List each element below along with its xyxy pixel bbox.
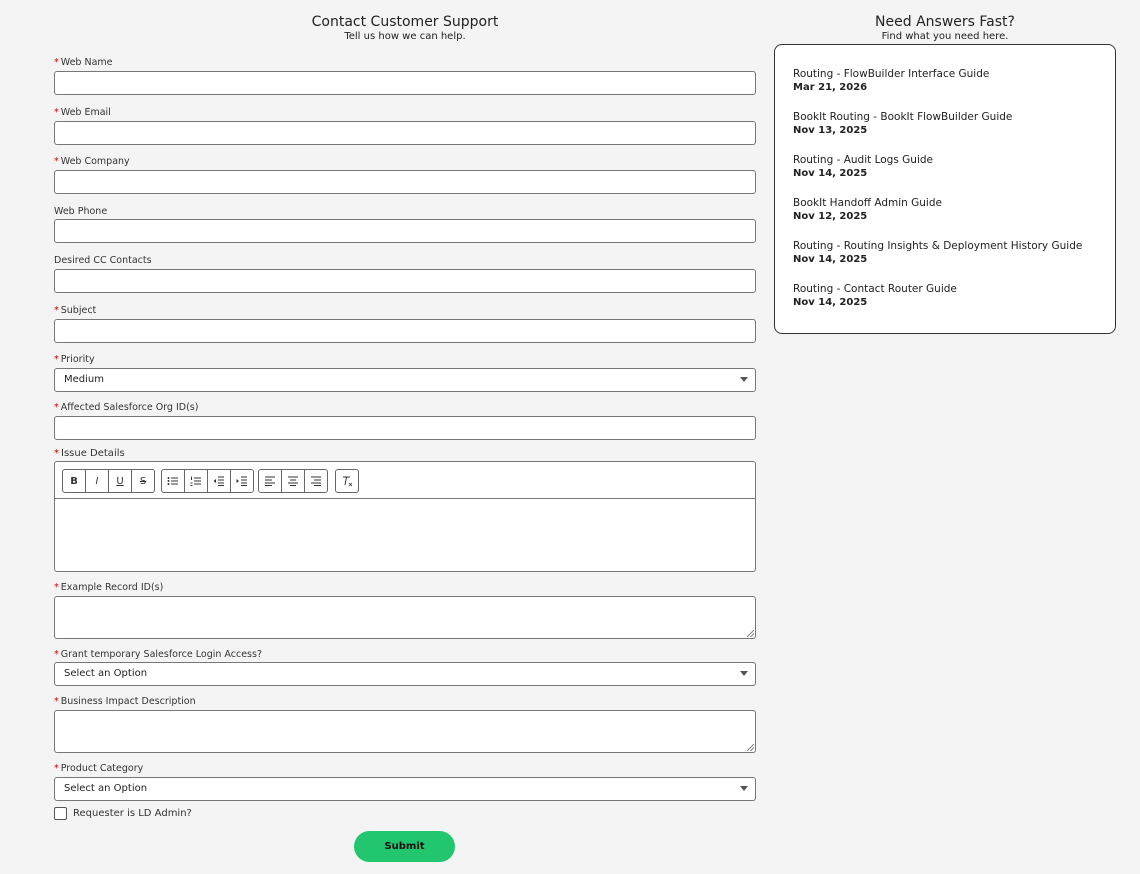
- resize-handle-icon[interactable]: [747, 630, 754, 637]
- strikethrough-button[interactable]: S: [139, 475, 147, 487]
- example-ids-textarea[interactable]: [54, 596, 756, 639]
- submit-button[interactable]: Submit: [354, 831, 455, 862]
- login-access-label: * Grant temporary Salesforce Login Access?: [54, 649, 262, 660]
- sidebar-subtitle: Find what you need here.: [881, 31, 1009, 42]
- subject-input[interactable]: [54, 319, 756, 343]
- business-impact-textarea[interactable]: [54, 710, 756, 753]
- outdent-button[interactable]: [208, 470, 231, 492]
- article-title[interactable]: BookIt Routing - BookIt FlowBuilder Guide: [793, 111, 1013, 123]
- article-date: Mar 21, 2026: [793, 82, 868, 93]
- article-title[interactable]: Routing - Audit Logs Guide: [793, 154, 933, 166]
- align-right-icon: [310, 476, 322, 486]
- issue-details-editor: [54, 461, 756, 572]
- article-item[interactable]: [793, 283, 957, 308]
- required-mark: *: [54, 582, 59, 593]
- format-group: [62, 469, 155, 493]
- align-center-button[interactable]: [282, 470, 305, 492]
- web-email-input[interactable]: [54, 121, 756, 145]
- web-phone-label: Web Phone: [54, 206, 108, 217]
- ld-admin-row: [54, 807, 192, 820]
- align-left-button[interactable]: [259, 470, 282, 492]
- italic-button[interactable]: I: [86, 470, 109, 492]
- ld-admin-label: Requester is LD Admin?: [73, 808, 192, 819]
- required-mark: *: [54, 402, 59, 413]
- login-access-value: Select an Option: [64, 668, 148, 679]
- chevron-down-icon: [740, 671, 748, 676]
- web-email-label: * Web Email: [54, 107, 111, 118]
- article-date: Nov 14, 2025: [793, 297, 868, 308]
- article-item[interactable]: [793, 154, 933, 179]
- list-group: [161, 469, 254, 493]
- cc-contacts-input[interactable]: [54, 269, 756, 293]
- required-mark: *: [54, 57, 59, 68]
- bold-button[interactable]: B: [63, 470, 86, 492]
- numbered-list-icon: [190, 476, 202, 486]
- align-center-icon: [287, 476, 299, 486]
- article-date: Nov 13, 2025: [793, 125, 868, 136]
- product-category-label: * Product Category: [54, 763, 144, 774]
- chevron-down-icon: [740, 786, 748, 791]
- login-access-select[interactable]: [54, 662, 756, 686]
- web-name-label: * Web Name: [54, 57, 113, 68]
- article-item[interactable]: [793, 111, 1012, 136]
- business-impact-label: * Business Impact Description: [54, 696, 196, 707]
- web-company-label: * Web Company: [54, 156, 130, 167]
- cc-contacts-label: Desired CC Contacts: [54, 255, 152, 266]
- required-mark: *: [54, 763, 59, 774]
- required-mark: *: [54, 354, 59, 365]
- web-company-input[interactable]: [54, 170, 756, 194]
- org-ids-label: * Affected Salesforce Org ID(s): [54, 402, 199, 413]
- sidebar-title: Need Answers Fast?: [875, 14, 1015, 30]
- priority-label: * Priority: [54, 354, 95, 365]
- bullet-list-button[interactable]: [162, 470, 185, 492]
- required-mark: *: [54, 107, 59, 118]
- product-category-value: Select an Option: [64, 783, 148, 794]
- issue-details-textarea[interactable]: [55, 499, 755, 571]
- web-name-input[interactable]: [54, 71, 756, 95]
- priority-select[interactable]: [54, 368, 756, 392]
- indent-button[interactable]: [231, 470, 253, 492]
- article-date: Nov 14, 2025: [793, 168, 868, 179]
- issue-details-label: * Issue Details: [54, 448, 125, 459]
- required-mark: *: [54, 448, 59, 459]
- underline-button[interactable]: U: [109, 470, 132, 492]
- chevron-down-icon: [740, 377, 748, 382]
- form-header: [54, 0, 756, 42]
- article-date: Nov 14, 2025: [793, 254, 868, 265]
- indent-icon: [236, 476, 248, 486]
- article-item[interactable]: [793, 240, 1082, 265]
- numbered-list-button[interactable]: [185, 470, 208, 492]
- article-title[interactable]: Routing - FlowBuilder Interface Guide: [793, 68, 990, 80]
- required-mark: *: [54, 649, 59, 660]
- article-item[interactable]: [793, 197, 942, 222]
- article-title[interactable]: BookIt Handoff Admin Guide: [793, 197, 942, 209]
- outdent-icon: [213, 476, 225, 486]
- clear-format-group: [335, 469, 359, 493]
- sidebar-header: [774, 0, 1116, 42]
- article-title[interactable]: Routing - Routing Insights & Deployment History Guide: [793, 240, 1083, 252]
- subject-label: * Subject: [54, 305, 97, 316]
- article-date: Nov 12, 2025: [793, 211, 868, 222]
- web-phone-input[interactable]: [54, 219, 756, 243]
- priority-value: Medium: [64, 374, 104, 385]
- form-subtitle: Tell us how we can help.: [344, 31, 466, 42]
- org-ids-input[interactable]: [54, 416, 756, 440]
- editor-toolbar: [55, 462, 755, 499]
- ld-admin-checkbox[interactable]: [54, 807, 67, 820]
- articles-card: [774, 44, 1116, 334]
- example-ids-label: * Example Record ID(s): [54, 582, 164, 593]
- align-right-button[interactable]: [305, 470, 327, 492]
- article-item[interactable]: [793, 68, 989, 93]
- clear-formatting-button[interactable]: [336, 470, 358, 492]
- required-mark: *: [54, 696, 59, 707]
- form-title: Contact Customer Support: [311, 14, 499, 30]
- clear-formatting-icon: [341, 476, 353, 487]
- resize-handle-icon[interactable]: [747, 744, 754, 751]
- align-group: [258, 469, 328, 493]
- required-mark: *: [54, 156, 59, 167]
- product-category-select[interactable]: [54, 777, 756, 801]
- bullet-list-icon: [167, 476, 179, 486]
- article-title[interactable]: Routing - Contact Router Guide: [793, 283, 957, 295]
- align-left-icon: [264, 476, 276, 486]
- required-mark: *: [54, 305, 59, 316]
